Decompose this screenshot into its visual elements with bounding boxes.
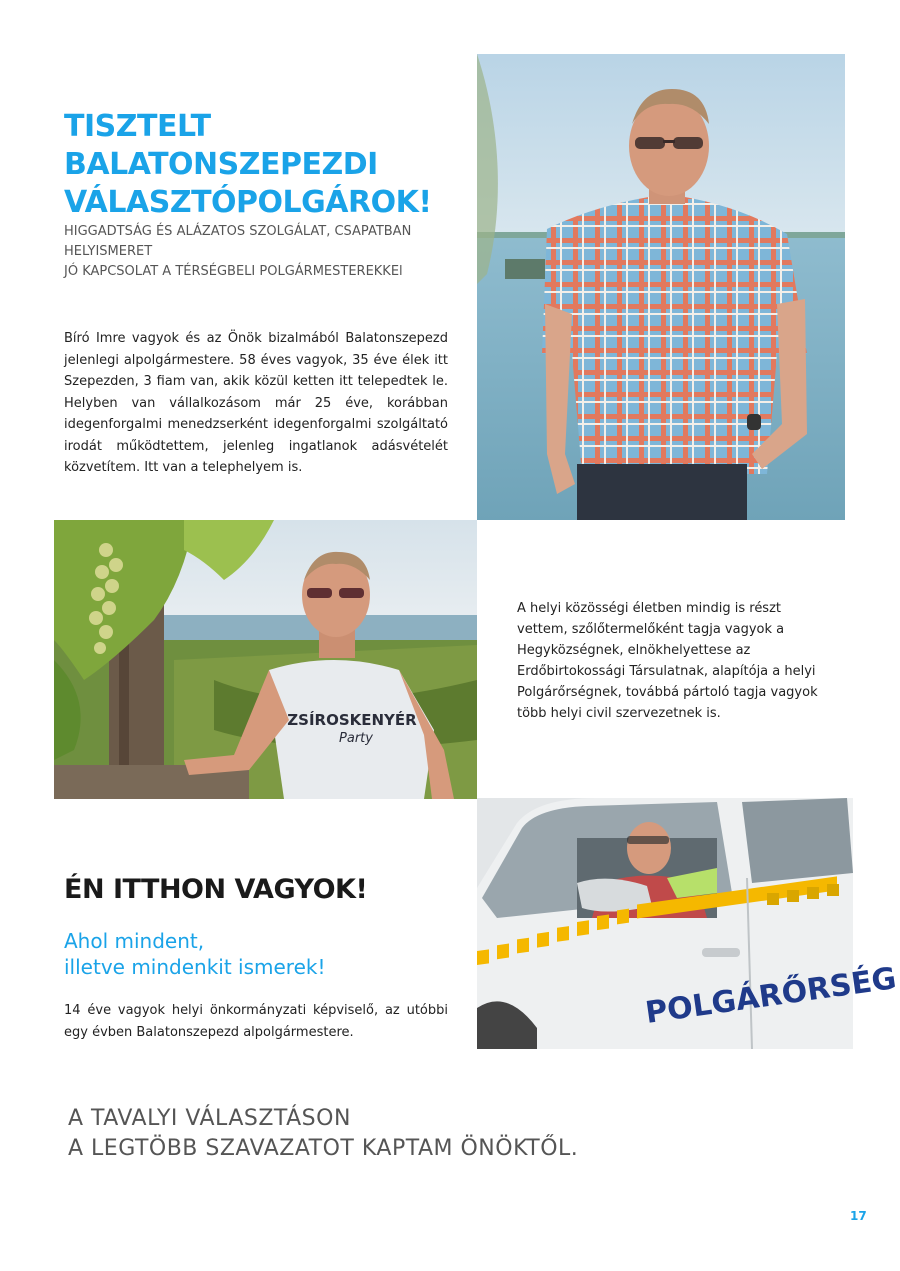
closing-statement xyxy=(68,1104,578,1164)
tshirt-text-2: Party xyxy=(339,731,373,746)
vineyard-photo xyxy=(54,520,477,799)
headline: ÉN ITTHON VAGYOK! xyxy=(64,874,368,905)
page-title xyxy=(64,108,464,222)
closing-line-1: A TAVALYI VÁLASZTÁSON xyxy=(68,1106,351,1131)
tagline xyxy=(64,928,326,980)
car-text: POLGÁRŐRSÉG xyxy=(643,961,899,1031)
title-line-1: TISZTELT BALATONSZEPEZDI xyxy=(64,109,378,182)
closing-line-2: A LEGTÖBB SZAVAZATOT KAPTAM ÖNÖKTŐL. xyxy=(68,1136,579,1161)
tagline-line-1: Ahol mindent, xyxy=(64,929,205,953)
community-paragraph: A helyi közösségi életben mindig is részt vettem, szőlőtermelőként tagja vagyok a Hegyközségnek, elnökhelyettese az Erdőbirtokossági Társulatnak, alapítója a helyi Polgárőrségnek, továbbá pártoló tagja vagyok több helyi civil szervezetnek is. xyxy=(517,601,818,721)
page-number: 17 xyxy=(850,1209,867,1223)
portrait-lake-photo xyxy=(477,54,845,520)
intro-paragraph: Bíró Imre vagyok és az Önök bizalmából Balatonszepezd jelenlegi alpolgármestere. 58 éves vagyok, 35 éve élek itt Szepezden, 3 fiam van, akik közül ketten itt telepedtek le. Helyben van vállalkozásom már 25 éve, korábban idegenforgalmi menedzserként idegenforgalmi szolgáltató irodát működtettem, jelenleg ingatlanok adásvételét közvetítem. Itt van a telephelyem is. xyxy=(64,331,448,475)
title-line-2: VÁLASZTÓPOLGÁROK! xyxy=(64,185,432,220)
subtitle-line-3: JÓ KAPCSOLAT A TÉRSÉGBELI POLGÁRMESTEREKKEl xyxy=(64,264,403,279)
civil-guard-car-photo xyxy=(477,798,899,1049)
bio-paragraph: 14 éve vagyok helyi önkormányzati képviselő, az utóbbi egy évben Balatonszepezd alpolgármestere. xyxy=(64,1003,448,1040)
tagline-line-2: illetve mindenkit ismerek! xyxy=(64,955,326,979)
tshirt-text-1: ZSÍROSKENYÉR xyxy=(287,711,417,729)
subtitle xyxy=(64,222,464,282)
subtitle-line-2: HELYISMERET xyxy=(64,244,153,259)
subtitle-line-1: HIGGADTSÁG ÉS ALÁZATOS SZOLGÁLAT, CSAPATBAN xyxy=(64,224,412,239)
